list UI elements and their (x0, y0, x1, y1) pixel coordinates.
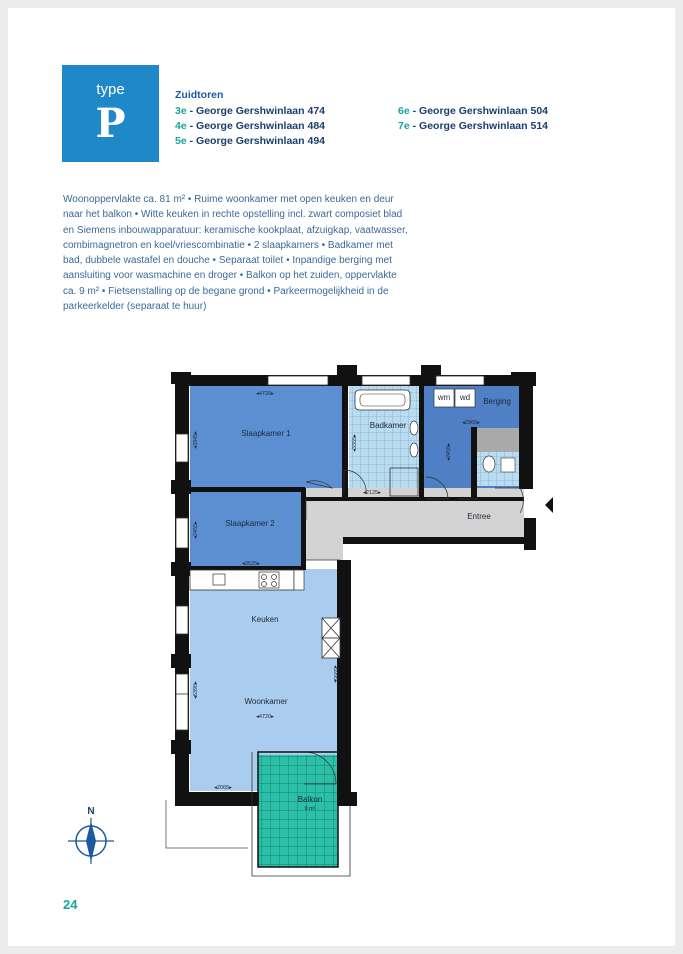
floor-label: 7e (398, 120, 410, 132)
slaapkamer-2-floor (190, 491, 302, 569)
room-label-berging: Berging (483, 397, 511, 406)
fridge (294, 570, 304, 590)
floor-label: 4e (175, 120, 187, 132)
facade-line (166, 800, 248, 848)
wd-label: wd (459, 393, 471, 402)
dim-berging-width: ◂2965▸ (462, 420, 480, 426)
dim-sk1-side: ◂3345▸ (193, 431, 199, 449)
type-word: type (96, 81, 125, 98)
dim-woonkamer-right: ◂5995▸ (332, 665, 338, 683)
room-label-badkamer: Badkamer (369, 421, 407, 430)
floor-label: 3e (175, 105, 187, 117)
meter-cupboard (477, 428, 519, 452)
street-label: George Gershwinlaan 494 (196, 135, 325, 147)
dim-berging-side: ◂2455▸ (446, 443, 452, 461)
floor-label: 6e (398, 105, 410, 117)
dim-bottom-2065: ◂2065▸ (214, 785, 232, 791)
type-letter: P (95, 100, 126, 147)
room-label-woonkamer: Woonkamer (244, 697, 288, 706)
description-line: en Siemens inbouwapparatuur: keramische kookplaat, afzuigkap, vaatwasser, (63, 224, 408, 236)
dim-sk2-width: ◂3525▸ (242, 561, 260, 567)
dim-top-4720: ◂4720▸ (256, 391, 274, 397)
address-sep: - (186, 120, 197, 132)
wm-label: wm (437, 393, 451, 402)
address-sep: - (409, 105, 420, 117)
dim-sk2-side: ◂2455▸ (193, 521, 199, 539)
address-sep: - (409, 120, 420, 132)
street-label: George Gershwinlaan 514 (419, 120, 548, 132)
compass-icon (68, 818, 114, 864)
toilet (483, 456, 495, 472)
compass-north-label: N (87, 806, 95, 817)
balkon-area: 9 m² (304, 806, 316, 812)
tower-name: Zuidtoren (175, 89, 224, 101)
street-label: George Gershwinlaan 474 (196, 105, 325, 117)
entree-floor (305, 488, 524, 538)
description-line: Woonoppervlakte ca. 81 m² • Ruime woonkamer met open keuken en deur (63, 194, 394, 205)
entrance-arrow-icon (545, 497, 553, 513)
kitchen-counter (190, 570, 294, 590)
description-line: ca. 9 m² • Fietsenstalling op de begane grond • Parkeermogelijkheid in de (63, 285, 389, 297)
description-line: parkeerkelder (separaat te huur) (63, 301, 207, 313)
dim-bad-width: ◂2125▸ (363, 490, 381, 496)
toilet-sink (501, 458, 515, 472)
washbasin (410, 421, 418, 435)
balkon-floor (258, 755, 338, 867)
room-label-slaapkamer-1: Slaapkamer 1 (241, 429, 291, 438)
description-line: naar het balkon • Witte keuken in rechte opstelling incl. zwart composiet blad (63, 209, 403, 221)
street-label: George Gershwinlaan 484 (196, 120, 325, 132)
description-line: aansluiting voor wasmachine en droger • Balkon op het zuiden, oppervlakte (63, 270, 397, 282)
room-label-keuken: Keuken (251, 615, 279, 624)
description-line: bad, dubbele wastafel en douche • Separaat toilet • Inpandige berging met (63, 255, 392, 267)
room-label-slaapkamer-2: Slaapkamer 2 (225, 519, 275, 528)
room-label-entree: Entree (467, 512, 491, 521)
dim-woonkamer-width: ◂4720▸ (256, 714, 274, 720)
street-label: George Gershwinlaan 504 (419, 105, 548, 117)
dim-woonkamer-left: ◂6390▸ (193, 681, 199, 699)
room-label-balkon: Balkon (297, 795, 323, 804)
floor-label: 5e (175, 135, 187, 147)
description-line: combimagnetron en koel/vriescombinatie • 2 slaapkamers • Badkamer met (63, 239, 393, 251)
bathtub (355, 390, 410, 410)
hall-floor (305, 538, 343, 560)
tall-cabinets (322, 618, 340, 658)
dim-bad-side: ◂3355▸ (352, 434, 358, 452)
page-number: 24 (63, 897, 78, 912)
address-sep: - (186, 105, 197, 117)
washbasin (410, 443, 418, 457)
address-sep: - (186, 135, 197, 147)
